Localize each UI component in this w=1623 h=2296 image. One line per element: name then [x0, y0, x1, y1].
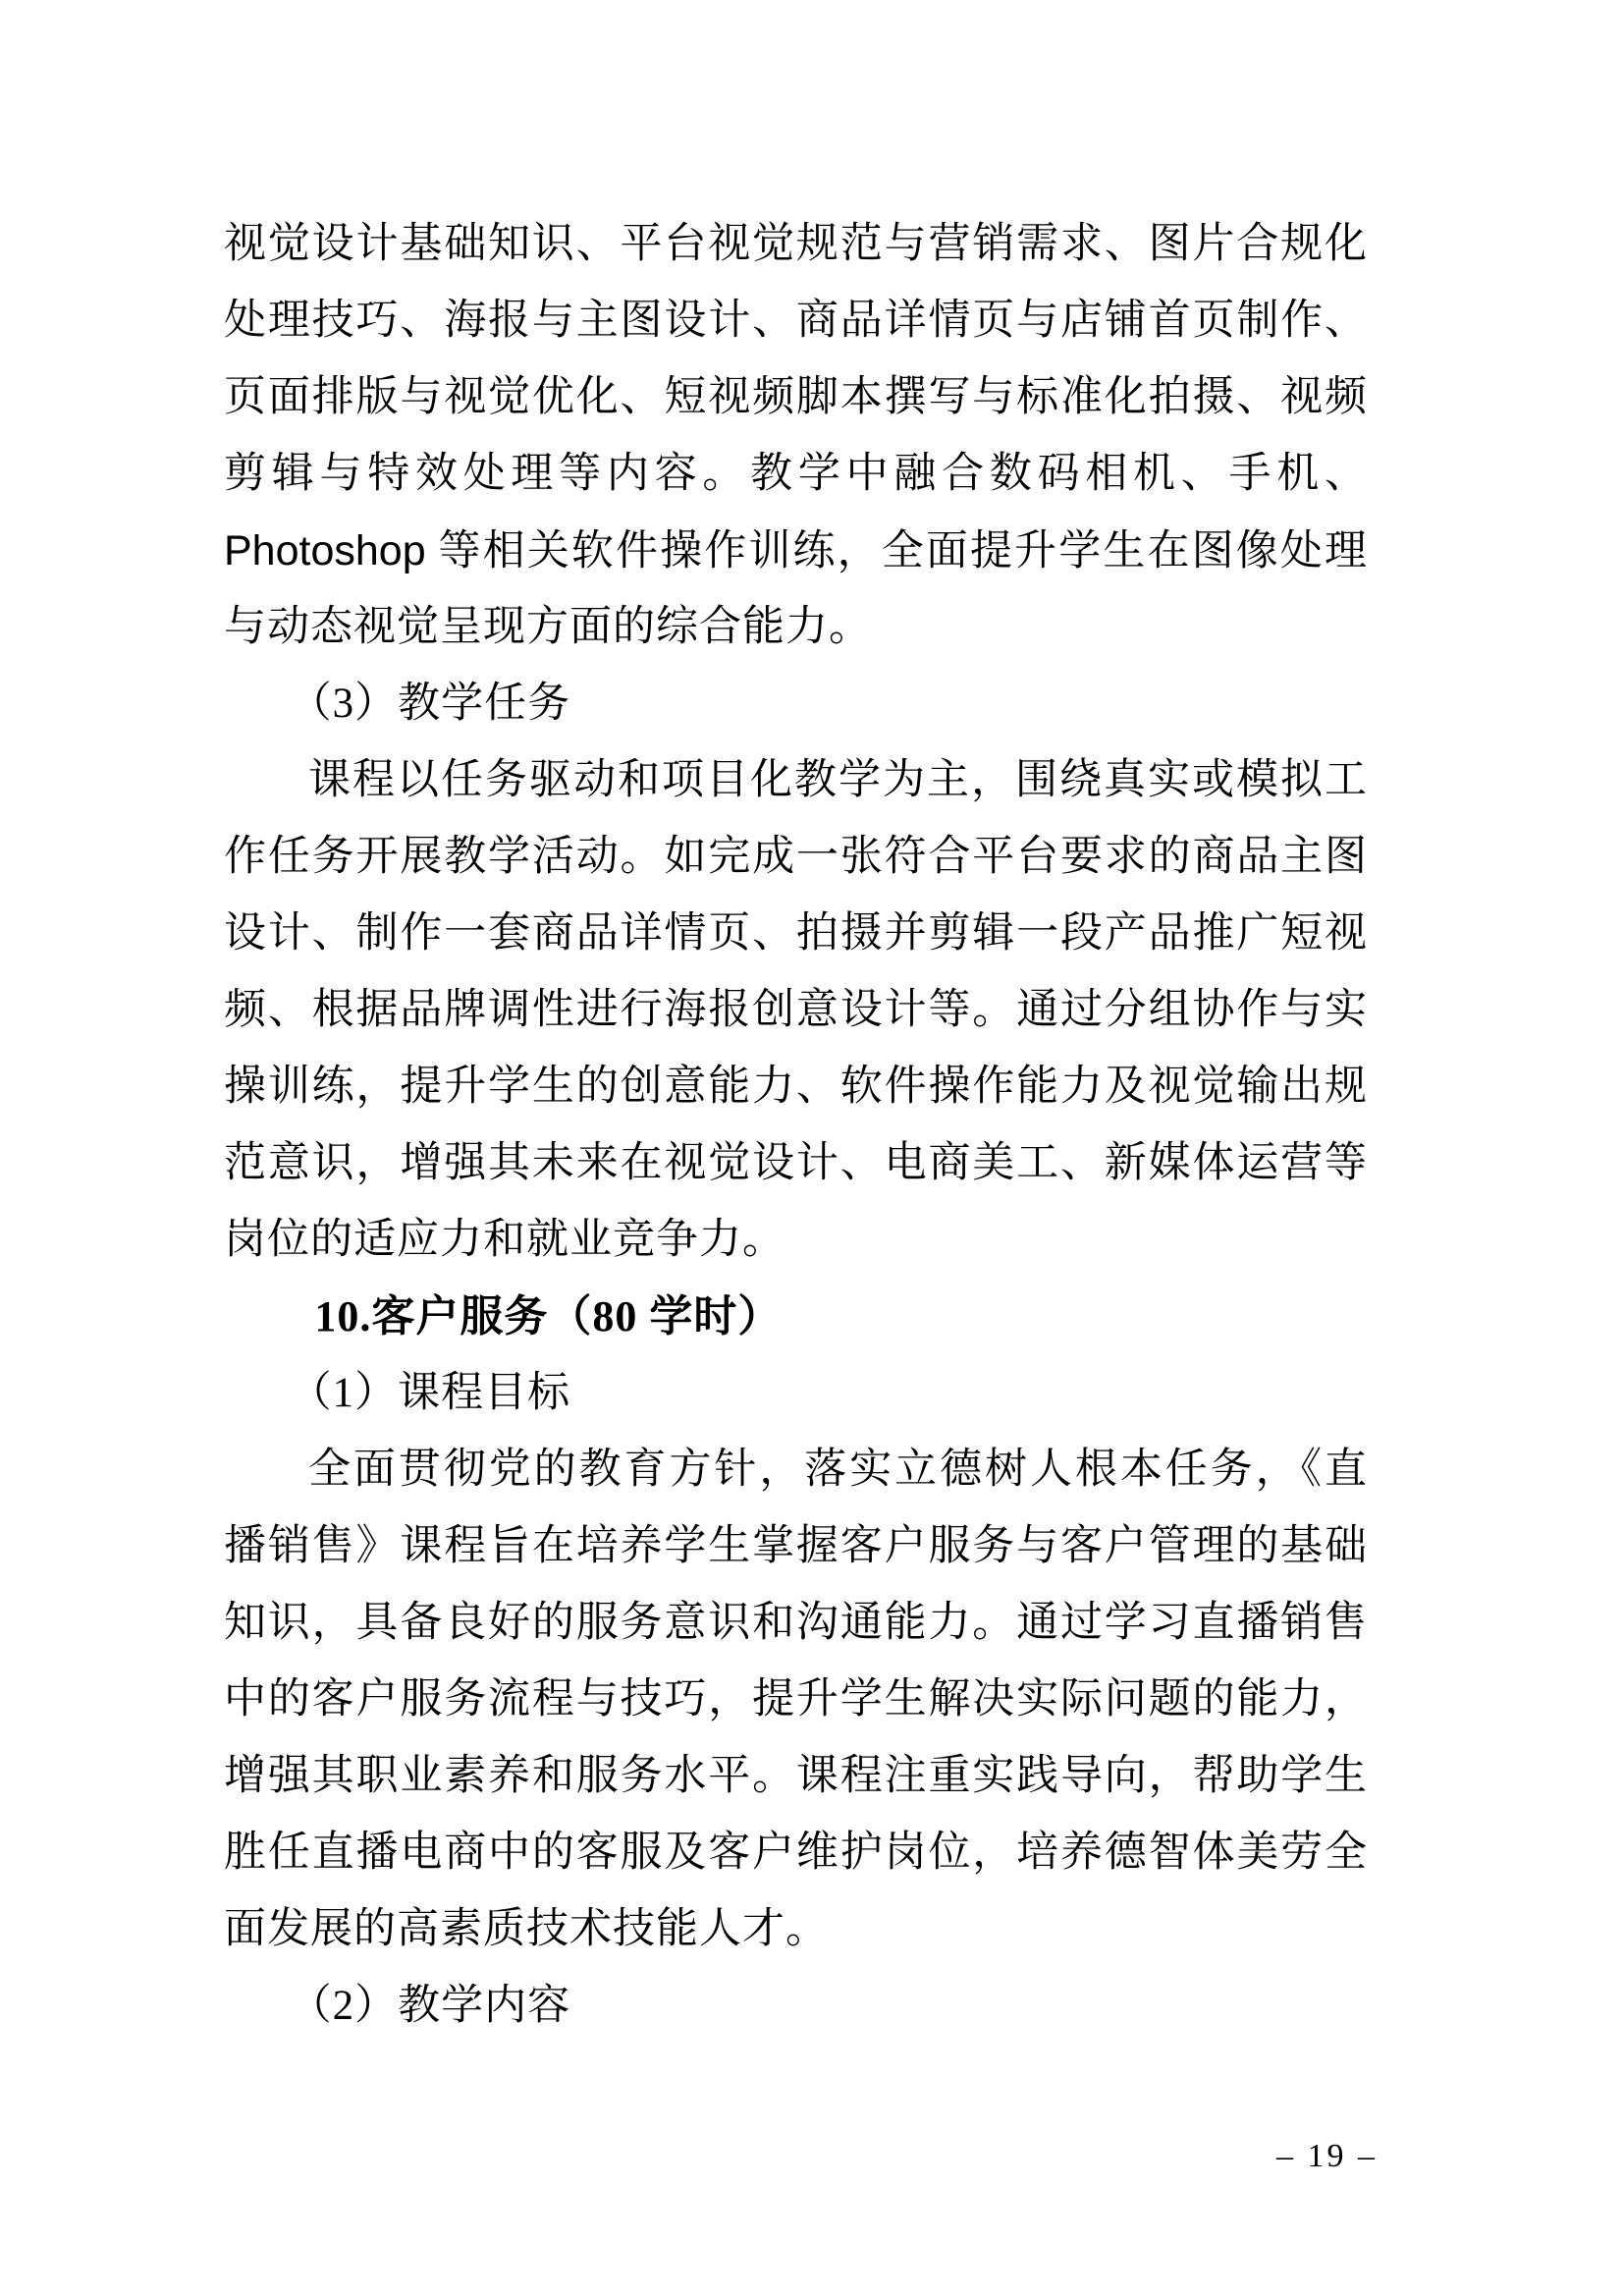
latin-word: Photoshop — [224, 527, 426, 574]
text-line: 作任务开展教学活动。如完成一张符合平台要求的商品主图 — [224, 834, 1368, 880]
text-line: 操训练，提升学生的创意能力、软件操作能力及视觉输出规 — [224, 1064, 1368, 1110]
text-line — [224, 513, 1368, 589]
text-line: 与动态视觉呈现方面的综合能力。 — [224, 604, 872, 650]
text-line: 中的客户服务流程与技巧，提升学生解决实际问题的能力， — [224, 1676, 1368, 1722]
section-heading: 10.客户服务（80 学时） — [314, 1292, 783, 1340]
text-line: 范意识，增强其未来在视觉设计、电商美工、新媒体运营等 — [224, 1140, 1368, 1186]
text-line: 频、根据品牌调性进行海报创意设计等。通过分组协作与实 — [224, 987, 1368, 1033]
text-line: 处理技巧、海报与主图设计、商品详情页与店铺首页制作、 — [224, 298, 1368, 344]
text-line: 胜任直播电商中的客服及客户维护岗位，培养德智体美劳全 — [224, 1830, 1368, 1876]
text-line: 岗位的适应力和就业竞争力。 — [224, 1217, 785, 1263]
text-line: 播销售》课程旨在培养学生掌握客户服务与客户管理的基础 — [224, 1523, 1368, 1569]
text-line: 增强其职业素养和服务水平。课程注重实践导向，帮助学生 — [224, 1753, 1368, 1799]
subsection-heading: （2）教学内容 — [289, 1983, 571, 2029]
text-line: 剪辑与特效处理等内容。教学中融合数码相机、手机、 — [224, 451, 1368, 497]
text-line-segment: 等相关软件操作训练，全面提升学生在图像处理 — [425, 528, 1368, 574]
text-line: 设计、制作一套商品详情页、拍摄并剪辑一段产品推广短视 — [224, 910, 1368, 957]
text-line: 课程以任务驱动和项目化教学为主，围绕真实或模拟工 — [308, 757, 1368, 803]
text-line: 知识，具备良好的服务意识和沟通能力。通过学习直播销售 — [224, 1600, 1368, 1646]
text-line: 视觉设计基础知识、平台视觉规范与营销需求、图片合规化 — [224, 221, 1368, 267]
document-body — [224, 206, 1368, 2045]
text-line: 全面贯彻党的教育方针，落实立德树人根本任务，《直 — [308, 1447, 1368, 1493]
page-number: – 19 – — [1276, 2138, 1378, 2174]
subsection-heading: （1）课程目标 — [289, 1370, 571, 1416]
subsection-heading: （3）教学任务 — [289, 681, 571, 727]
text-line: 页面排版与视觉优化、短视频脚本撰写与标准化拍摄、视频 — [224, 374, 1368, 420]
text-line: 面发展的高素质技术技能人才。 — [224, 1906, 829, 1952]
